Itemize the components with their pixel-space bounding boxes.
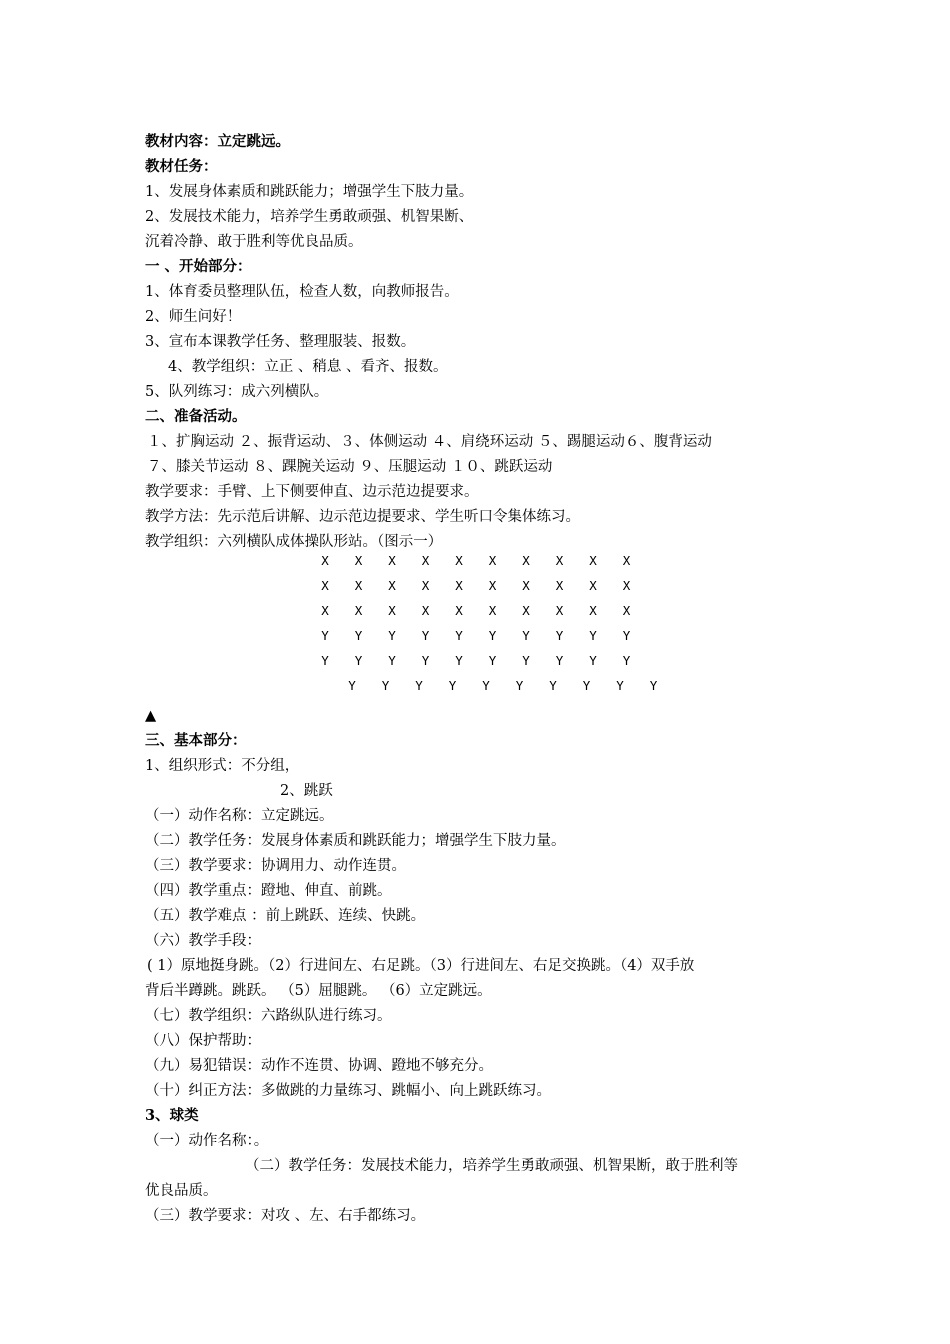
formation-student-mark: X [488, 578, 497, 593]
formation-student-mark: X [321, 578, 329, 593]
formation-student-mark: Y [555, 628, 564, 643]
formation-student-mark: Y [381, 678, 390, 693]
text-line: （三）教学要求：对攻 、左、右手都练习。 [145, 1208, 426, 1224]
formation-student-mark: Y [649, 678, 658, 693]
formation-student-mark: X [321, 603, 329, 618]
formation-student-mark: Y [354, 628, 363, 643]
text-line: 2、跳跃 [280, 783, 333, 799]
text-line: （十）纠正方法：多做跳的力量练习、跳幅小、向上跳跃练习。 [145, 1083, 551, 1099]
formation-student-mark: Y [421, 653, 430, 668]
text-line: 沉着冷静、敢于胜利等优良品质。 [145, 234, 363, 250]
formation-student-mark: Y [448, 678, 457, 693]
formation-student-mark: Y [455, 653, 463, 668]
section-basic-heading: 三、基本部分： [145, 732, 247, 749]
formation-student-mark: X [522, 578, 530, 593]
formation-student-mark: Y [388, 653, 396, 668]
formation-student-mark: X [455, 578, 463, 593]
formation-student-mark: Y [321, 653, 329, 668]
formation-student-mark: X [622, 578, 631, 593]
formation-student-mark: X [488, 603, 497, 618]
formation-student-mark: X [555, 603, 564, 618]
formation-student-mark: X [421, 553, 430, 568]
formation-student-mark: X [589, 578, 597, 593]
formation-student-mark: X [321, 553, 329, 568]
formation-student-mark: X [455, 553, 463, 568]
section-start-heading: 一 、开始部分： [145, 258, 252, 275]
section-warmup-heading: 二、准备活动。 [145, 408, 247, 425]
formation-student-mark: Y [622, 628, 631, 643]
formation-student-mark: Y [589, 628, 597, 643]
formation-student-mark: X [354, 553, 363, 568]
formation-student-mark: X [455, 603, 463, 618]
text-line: 2、师生问好！ [145, 309, 242, 325]
formation-student-mark: X [589, 553, 597, 568]
teacher-triangle-marker: ▲ [145, 708, 157, 724]
formation-student-mark: Y [522, 653, 530, 668]
section-ball-heading: 3、球类 [145, 1107, 199, 1124]
formation-student-mark: Y [549, 678, 557, 693]
text-line: ７、膝关节运动 ８、踝腕关运动 ９、压腿运动 １０、跳跃运动 [147, 459, 553, 475]
text-line: 教学方法：先示范后讲解、边示范边提要求、学生听口令集体练习。 [145, 509, 580, 525]
text-line: （一）动作名称：立定跳远。 [145, 808, 334, 824]
formation-student-mark: X [522, 603, 530, 618]
text-line: （五）教学难点 ：前上跳跃、连续、快跳。 [145, 908, 426, 924]
text-line: （六）教学手段： [145, 933, 261, 949]
formation-student-mark: Y [616, 678, 624, 693]
formation-student-mark: X [622, 603, 631, 618]
formation-student-mark: X [488, 553, 497, 568]
formation-student-mark: X [421, 603, 430, 618]
formation-student-mark: Y [482, 678, 490, 693]
material-task-heading: 教材任务： [145, 158, 218, 175]
formation-student-mark: X [589, 603, 597, 618]
formation-student-mark: Y [488, 653, 497, 668]
formation-student-mark: X [388, 578, 396, 593]
formation-student-mark: X [522, 553, 530, 568]
formation-student-mark: Y [522, 628, 530, 643]
text-line: （一）动作名称：。 [145, 1133, 269, 1149]
text-line: （三）教学要求：协调用力、动作连贯。 [145, 858, 406, 874]
formation-student-mark: X [555, 553, 564, 568]
formation-student-mark: Y [348, 678, 356, 693]
text-line: 背后半蹲跳。跳跃。 （5）屈腿跳。 （6）立定跳远。 [145, 983, 492, 999]
formation-student-mark: Y [515, 678, 524, 693]
text-line: 3、宣布本课教学任务、整理服装、报数。 [145, 334, 416, 350]
formation-student-mark: Y [589, 653, 597, 668]
text-line: 教学组织：六列横队成体操队形站。（图示一） [145, 534, 443, 550]
formation-student-mark: Y [354, 653, 363, 668]
text-line: （七）教学组织：六路纵队进行练习。 [145, 1008, 392, 1024]
text-line: （二）教学任务：发展技术能力，培养学生勇敢顽强、机智果断，敢于胜利等 [245, 1158, 738, 1174]
formation-student-mark: X [555, 578, 564, 593]
text-line: 1、体育委员整理队伍，检查人数，向教师报告。 [145, 284, 459, 300]
formation-student-mark: Y [622, 653, 631, 668]
text-line: 1、发展身体素质和跳跃能力；增强学生下肢力量。 [145, 184, 474, 200]
text-line: 2、发展技术能力，培养学生勇敢顽强、机智果断、 [145, 209, 474, 225]
formation-student-mark: X [388, 603, 396, 618]
formation-student-mark: Y [321, 628, 329, 643]
text-line: 5、队列练习：成六列横队。 [145, 384, 329, 400]
formation-student-mark: Y [555, 653, 564, 668]
formation-student-mark: X [354, 578, 363, 593]
formation-student-mark: Y [582, 678, 591, 693]
text-line: 4、教学组织：立正 、稍息 、看齐、报数。 [168, 359, 448, 375]
formation-student-mark: X [622, 553, 631, 568]
text-line: 1、组织形式：不分组， [145, 758, 300, 774]
text-line: （四）教学重点：蹬地、伸直、前跳。 [145, 883, 392, 899]
formation-student-mark: Y [388, 628, 396, 643]
text-line: ( 1）原地挺身跳。（2）行进间左、右足跳。（3）行进间左、右足交换跳。（4）双手放 [147, 958, 695, 974]
formation-student-mark: Y [421, 628, 430, 643]
formation-student-mark: Y [415, 678, 423, 693]
text-line: １、扩胸运动 ２、振背运动、３、体侧运动 ４、肩绕环运动 ５、踢腿运动６、腹背运动 [147, 434, 712, 450]
text-line: （八）保护帮助： [145, 1033, 261, 1049]
material-content-heading: 教材内容：立定跳远。 [145, 133, 290, 150]
formation-student-mark: X [388, 553, 396, 568]
formation-student-mark: Y [455, 628, 463, 643]
text-line: （二）教学任务：发展身体素质和跳跃能力；增强学生下肢力量。 [145, 833, 566, 849]
text-line: 优良品质。 [145, 1183, 218, 1199]
formation-student-mark: X [421, 578, 430, 593]
text-line: （九）易犯错误：动作不连贯、协调、蹬地不够充分。 [145, 1058, 493, 1074]
text-line: 教学要求：手臂、上下侧要伸直、边示范边提要求。 [145, 484, 479, 500]
formation-student-mark: X [354, 603, 363, 618]
formation-student-mark: Y [488, 628, 497, 643]
